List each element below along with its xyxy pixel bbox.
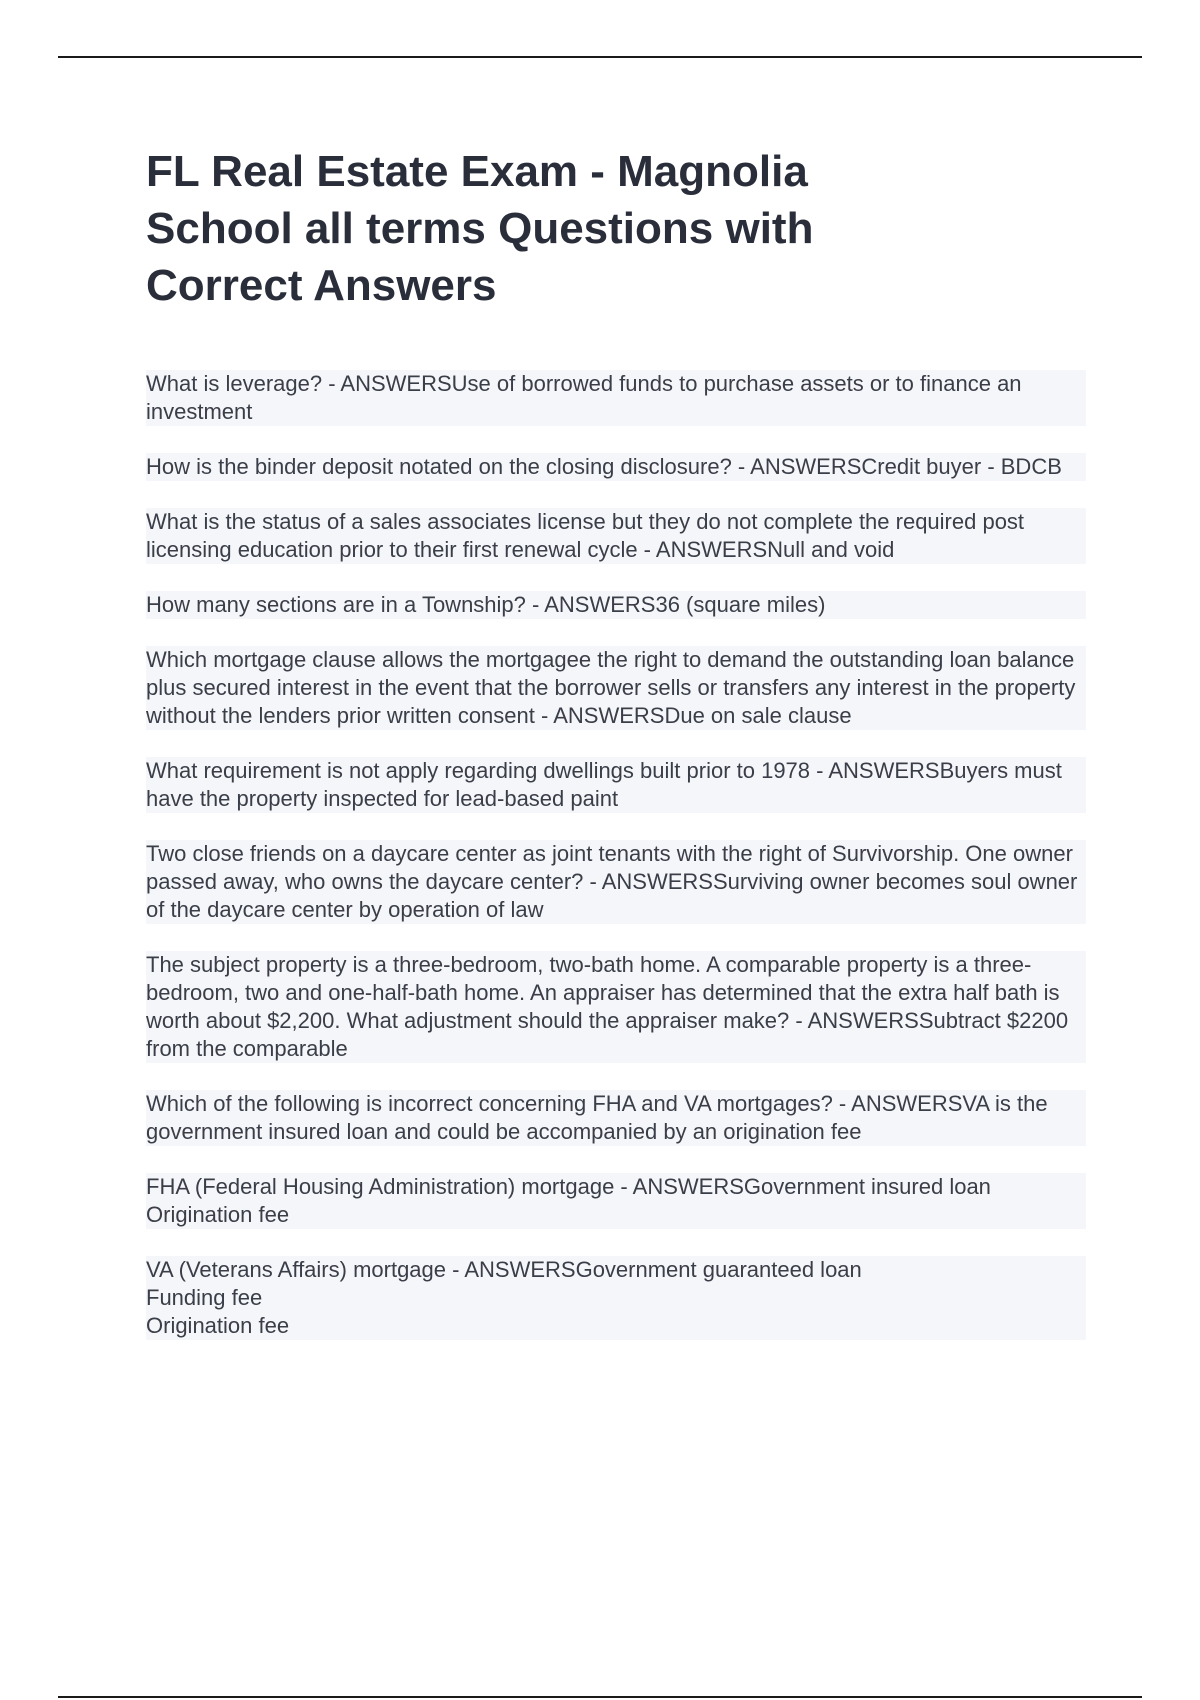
document-title: FL Real Estate Exam - Magnolia School all terms Questions with Correct Answers [146,147,814,310]
qa-item: What is leverage? - ANSWERSUse of borrowed funds to purchase assets or to finance an investment [146,370,1086,426]
qa-item: VA (Veterans Affairs) mortgage - ANSWERSGovernment guaranteed loan Funding fee Origination fee [146,1256,1086,1340]
header-rule [58,56,1142,58]
qa-item: FHA (Federal Housing Administration) mortgage - ANSWERSGovernment insured loan Origination fee [146,1173,1086,1229]
qa-item: Which of the following is incorrect concerning FHA and VA mortgages? - ANSWERSVA is the government insured loan and could be accompanied by an origination fee [146,1090,1086,1146]
qa-item: Which mortgage clause allows the mortgagee the right to demand the outstanding loan balance plus secured interest in the event that the borrower sells or transfers any interest in the property without the lenders prior written consent - ANSWERSDue on sale clause [146,646,1086,730]
qa-item: How is the binder deposit notated on the closing disclosure? - ANSWERSCredit buyer - BDCB [146,453,1086,481]
qa-item: What requirement is not apply regarding dwellings built prior to 1978 - ANSWERSBuyers must have the property inspected for lead-based paint [146,757,1086,813]
qa-list [146,370,1086,1340]
qa-item: How many sections are in a Township? - ANSWERS36 (square miles) [146,591,1086,619]
qa-item: The subject property is a three-bedroom, two-bath home. A comparable property is a three-bedroom, two and one-half-bath home. An appraiser has determined that the extra half bath is worth about $2,200. What adjustment should the appraiser make? - ANSWERSSubtract $2200 from the comparable [146,951,1086,1063]
qa-item: Two close friends on a daycare center as joint tenants with the right of Survivorship. One owner passed away, who owns the daycare center? - ANSWERSSurviving owner becomes soul owner of the daycare center by operation of law [146,840,1086,924]
qa-item: What is the status of a sales associates license but they do not complete the required post licensing education prior to their first renewal cycle - ANSWERSNull and void [146,508,1086,564]
document-body [146,143,1086,1367]
footer-rule [58,1696,1142,1698]
